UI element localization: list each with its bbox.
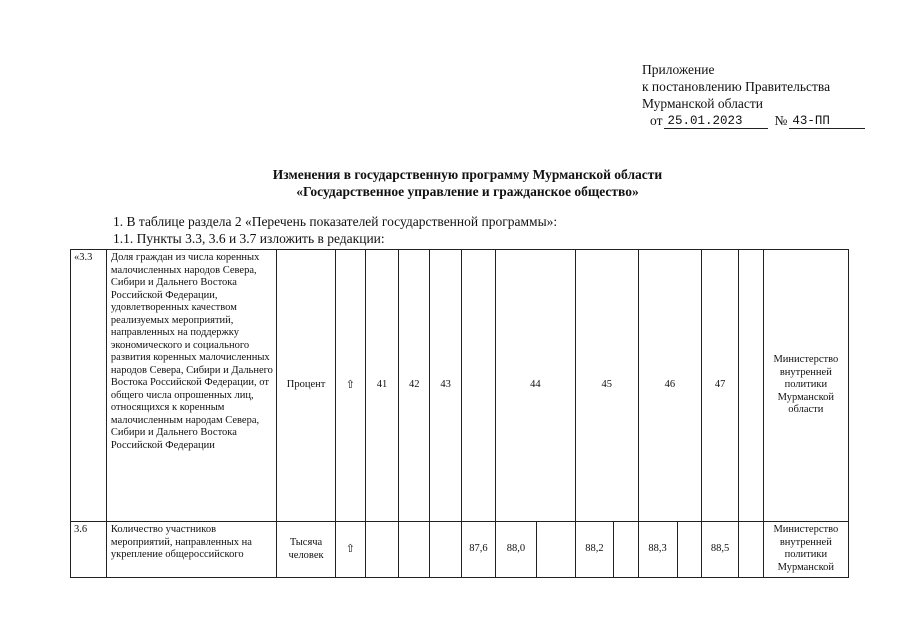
resolution-number: 43-ПП	[789, 114, 865, 129]
intro-text	[113, 213, 557, 247]
intro-line-2: 1.1. Пункты 3.3, 3.6 и 3.7 изложить в редакции:	[113, 231, 385, 246]
indicator-name: Доля граждан из числа коренных малочисленных народов Севера, Сибири и Дальнего Востока Российской Федерации, удовлетворенных качеством реализуемых мероприятий, направленных на поддержку экономического и социального развития коренных малочисленных народов Севера, Сибири и Дальнего Востока Российской Федерации, от общего числа опрошенных лиц, относящихся к коренным малочисленным народам Севера, Сибири и Дальнего Востока Российской Федерации	[106, 250, 276, 522]
value-cell: 44	[495, 250, 575, 522]
indicators-table	[70, 249, 849, 578]
value-cell	[677, 522, 702, 578]
table-row	[71, 250, 849, 522]
appendix-line-1: Приложение	[642, 62, 715, 77]
ministry-cell: Министерство внутренней политики Мурманской области	[763, 250, 848, 522]
appendix-date-number	[650, 112, 865, 129]
arrow-up-outline-icon: ⇧	[345, 377, 355, 391]
arrow-up-outline-icon: ⇧	[345, 541, 355, 555]
value-cell	[739, 250, 764, 522]
row-code: «3.3	[71, 250, 107, 522]
resolution-date: 25.01.2023	[664, 114, 768, 129]
title-line-2: «Государственное управление и гражданское общество»	[296, 184, 639, 199]
unit-cell: Тысяча человек	[277, 522, 336, 578]
value-cell	[462, 250, 496, 522]
intro-line-1: 1. В таблице раздела 2 «Перечень показателей государственной программы»:	[113, 214, 558, 229]
row-code: 3.6	[71, 522, 107, 578]
indicator-name: Количество участников мероприятий, направленных на укрепление общероссийского	[106, 522, 276, 578]
appendix-line-3: Мурманской области	[642, 96, 763, 111]
value-cell	[399, 522, 430, 578]
value-cell: 88,0	[495, 522, 536, 578]
value-cell	[739, 522, 764, 578]
document-title	[0, 166, 905, 200]
value-cell: 47	[702, 250, 739, 522]
title-line-1: Изменения в государственную программу Мурманской области	[272, 167, 663, 182]
value-cell: 46	[638, 250, 702, 522]
appendix-line-2: к постановлению Правительства	[642, 79, 831, 94]
number-label: №	[774, 113, 788, 128]
value-cell: 88,2	[575, 522, 613, 578]
value-cell	[430, 522, 462, 578]
value-cell: 42	[399, 250, 430, 522]
direction-cell	[335, 250, 365, 522]
value-cell	[365, 522, 399, 578]
value-cell: 41	[365, 250, 399, 522]
value-cell: 43	[430, 250, 462, 522]
from-label: от	[650, 113, 663, 128]
value-cell: 88,5	[702, 522, 739, 578]
value-cell: 87,6	[462, 522, 496, 578]
value-cell: 88,3	[638, 522, 677, 578]
value-cell: 45	[575, 250, 638, 522]
value-cell	[613, 522, 638, 578]
table-row	[71, 522, 849, 578]
value-cell	[536, 522, 575, 578]
appendix-header	[642, 61, 865, 129]
unit-cell: Процент	[277, 250, 336, 522]
direction-cell	[335, 522, 365, 578]
ministry-cell: Министерство внутренней политики Мурманской	[763, 522, 848, 578]
